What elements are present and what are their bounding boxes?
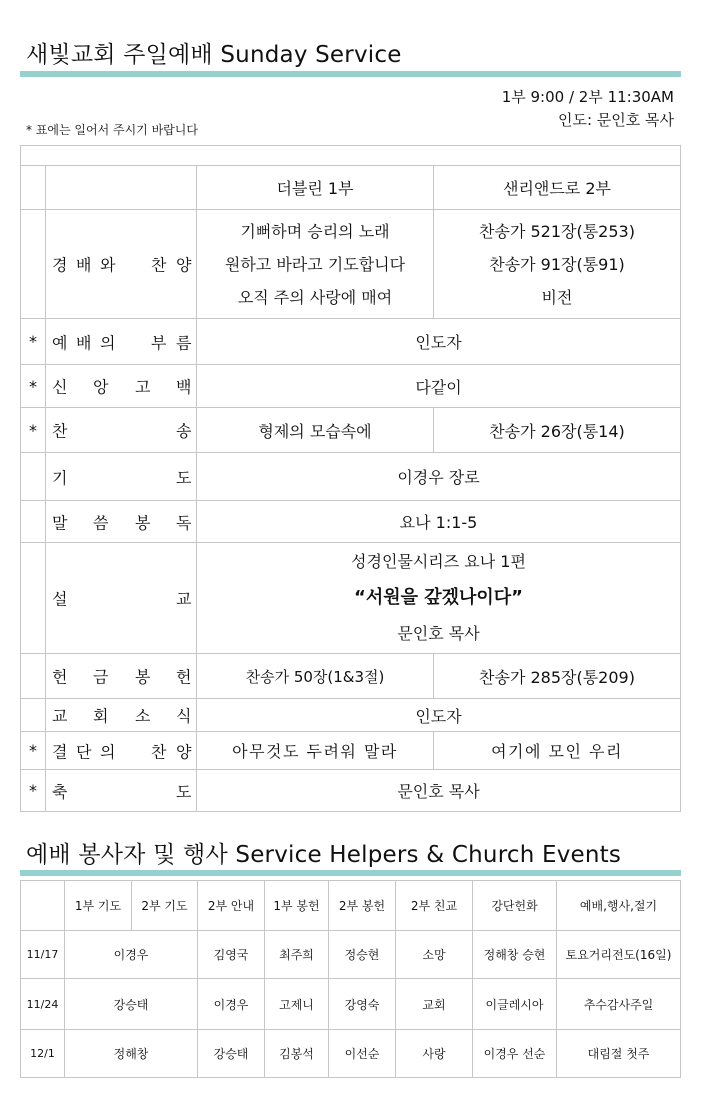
label-prayer: 기 도 xyxy=(46,453,197,501)
table-row xyxy=(21,931,681,979)
row-offering-2: 이선순 xyxy=(329,1030,396,1078)
helpers-header: 1부 기도 xyxy=(65,881,132,931)
helpers-title: 예배 봉사자 및 행사 Service Helpers & Church Events xyxy=(26,842,622,868)
row-event: 토요거리전도(16일) xyxy=(557,931,681,979)
row-fellowship: 사랑 xyxy=(396,1030,473,1078)
standing-note: * 표에는 일어서 주시기 바랍니다 xyxy=(26,123,198,137)
news-value: 인도자 xyxy=(197,699,681,732)
row-offering-2: 정승현 xyxy=(329,931,396,979)
offering-dublin: 찬송가 50장(1&3절) xyxy=(197,654,434,699)
row-date: 11/24 xyxy=(21,979,65,1030)
service-times-block xyxy=(502,86,674,132)
table-top-blank-row xyxy=(21,146,681,166)
service-leader: 인도: 문인호 목사 xyxy=(557,111,674,129)
helpers-header: 2부 안내 xyxy=(198,881,265,931)
worship-sanleandro: 찬송가 521장(통253) 찬송가 91장(통91) 비전 xyxy=(434,210,681,319)
helpers-header: 2부 봉헌 xyxy=(329,881,396,931)
row-fellowship: 교회 xyxy=(396,979,473,1030)
column-header-sanleandro: 샌리앤드로 2부 xyxy=(434,166,681,210)
sermon-block xyxy=(197,543,681,654)
label-offering: 헌 금 봉 헌 xyxy=(46,654,197,699)
resolution-sanleandro: 여기에 모인 우리 xyxy=(434,732,681,770)
row-flowers: 정해창 승현 xyxy=(473,931,557,979)
service-times: 1부 9:00 / 2부 11:30AM xyxy=(501,88,674,106)
helpers-title-underline xyxy=(20,870,681,876)
offering-sanleandro: 찬송가 285장(통209) xyxy=(434,654,681,699)
row-event: 추수감사주일 xyxy=(557,979,681,1030)
row-offering-1: 고제니 xyxy=(265,979,329,1030)
row-event: 대림절 첫주 xyxy=(557,1030,681,1078)
row-creed: * 신 앙 고 백 다같이 xyxy=(21,365,681,408)
helpers-header: 1부 봉헌 xyxy=(265,881,329,931)
column-header-dublin: 더블린 1부 xyxy=(197,166,434,210)
service-order-table xyxy=(20,145,681,812)
row-sermon xyxy=(21,543,681,654)
row-usher: 강승태 xyxy=(198,1030,265,1078)
label-call-to-worship: 예 배 의 부 름 xyxy=(46,319,197,365)
row-offering-2: 강영숙 xyxy=(329,979,396,1030)
sermon-preacher: 문인호 목사 xyxy=(397,624,480,643)
row-worship xyxy=(21,210,681,319)
row-prayer: 이경우 xyxy=(65,931,198,979)
table-row xyxy=(21,1030,681,1078)
label-worship: 경 배 와 찬 양 xyxy=(46,210,197,319)
row-resolution-hymn: * 결 단 의 찬 양 아무것도 두려워 말라 여기에 모인 우리 xyxy=(21,732,681,770)
helpers-header: 2부 친교 xyxy=(396,881,473,931)
row-call-to-worship: * 예 배 의 부 름 인도자 xyxy=(21,319,681,365)
row-offering-1: 최주희 xyxy=(265,931,329,979)
row-flowers: 이경우 선순 xyxy=(473,1030,557,1078)
hymn-sanleandro: 찬송가 26장(통14) xyxy=(434,408,681,453)
label-benediction: 축 도 xyxy=(46,770,197,812)
helpers-header: 2부 기도 xyxy=(132,881,198,931)
row-hymn: * 찬 송 형제의 모습속에 찬송가 26장(통14) xyxy=(21,408,681,453)
label-creed: 신 앙 고 백 xyxy=(46,365,197,408)
row-offering xyxy=(21,654,681,699)
sermon-title: “서원을 갚겠나이다” xyxy=(353,587,524,608)
row-prayer xyxy=(21,453,681,501)
benediction-value: 문인호 목사 xyxy=(197,770,681,812)
label-hymn: 찬 송 xyxy=(46,408,197,453)
label-resolution-hymn: 결 단 의 찬 양 xyxy=(46,732,197,770)
prayer-value: 이경우 장로 xyxy=(197,453,681,501)
reading-value: 요나 1:1-5 xyxy=(197,501,681,543)
label-scripture-reading: 말 씀 봉 독 xyxy=(46,501,197,543)
row-fellowship: 소망 xyxy=(396,931,473,979)
hymn-dublin: 형제의 모습속에 xyxy=(197,408,434,453)
page-title: 새빛교회 주일예배 Sunday Service xyxy=(26,42,402,68)
row-church-news xyxy=(21,699,681,732)
resolution-dublin: 아무것도 두려워 말라 xyxy=(197,732,434,770)
creed-value: 다같이 xyxy=(197,365,681,408)
row-benediction: * 축 도 문인호 목사 xyxy=(21,770,681,812)
row-date: 11/17 xyxy=(21,931,65,979)
row-prayer: 강승태 xyxy=(65,979,198,1030)
label-sermon: 설 교 xyxy=(46,543,197,654)
row-prayer: 정해창 xyxy=(65,1030,198,1078)
title-underline xyxy=(20,71,681,77)
helpers-table xyxy=(20,880,681,1078)
row-usher: 이경우 xyxy=(198,979,265,1030)
row-offering-1: 김봉석 xyxy=(265,1030,329,1078)
label-church-news: 교 회 소 식 xyxy=(46,699,197,732)
table-row xyxy=(21,979,681,1030)
helpers-header-row xyxy=(21,881,681,931)
row-usher: 김영국 xyxy=(198,931,265,979)
call-value: 인도자 xyxy=(197,319,681,365)
sermon-series: 성경인물시리즈 요나 1편 xyxy=(351,552,526,571)
worship-dublin: 기뻐하며 승리의 노래 원하고 바라고 기도합니다 오직 주의 사랑에 매여 xyxy=(197,210,434,319)
helpers-header: 강단헌화 xyxy=(473,881,557,931)
row-date: 12/1 xyxy=(21,1030,65,1078)
helpers-header: 예배,행사,절기 xyxy=(557,881,681,931)
row-scripture-reading xyxy=(21,501,681,543)
table-header-row xyxy=(21,166,681,210)
row-flowers: 이글레시아 xyxy=(473,979,557,1030)
